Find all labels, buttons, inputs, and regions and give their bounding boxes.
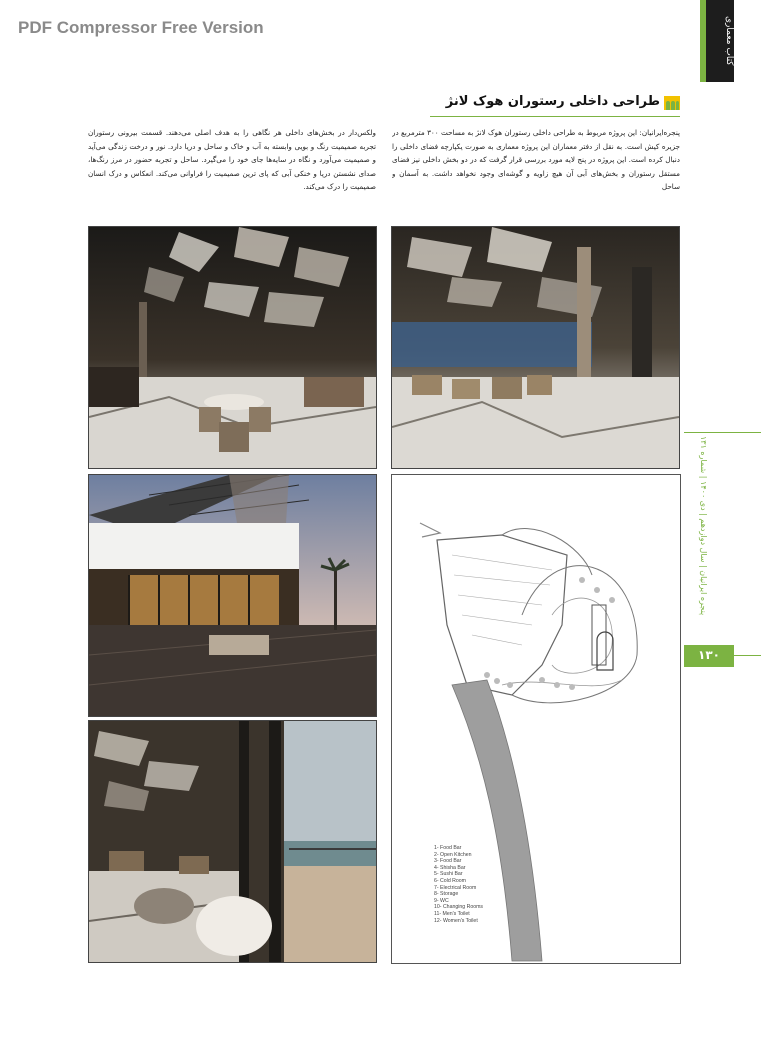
watermark-text: PDF Compressor Free Version [18,18,264,37]
plan-legend-item: 5- Sushi Bar [434,871,463,878]
page-number-badge [684,645,734,667]
journal-running-head: پنجره ایرانیان | سال دوازدهم | دی ۱۴۰۰ | شماره ۱۳۱ [699,436,708,616]
plan-legend-item: 4- Shisha Bar [434,864,466,871]
side-divider-top [684,432,761,433]
plan-legend-item: 10- Changing Rooms [434,904,484,911]
floor-plan [391,474,681,964]
article-title-row [430,94,680,114]
section-tab-label: کتاب معماری [724,16,734,66]
plan-legend-item: 8- Storage [434,891,459,898]
article-column-left: ولکس‌دار در بخش‌های داخلی هر نگاهی را به هدف اصلی می‌دهند. قسمت بیرونی رستوران تجربه صمیمیت رنگ و بویی وابسته به آب و خاک و ساحل و دریا دارد. نور و درخت زندگی می‌آید و صمیمیت می‌آورد و نگاه در سایه‌ها جای خود را می‌گیرد. ساحل و تجربه حضور در مرز رنگ‌ها، صدای نشستن دریا و خنکی آبی که پای ترین صمیمیت را فراوانی می‌کند. انعکاس و درک انسان صمیمیت را درک می‌کند. [88,128,376,191]
photo-terrace-sea-view [88,720,377,963]
plan-legend-item: 3- Food Bar [434,858,462,865]
plan-legend-item: 9- WC [434,897,449,904]
plan-legend [434,845,483,924]
plan-legend-item: 1- Food Bar [434,845,462,851]
plan-legend-item: 2- Open Kitchen [434,851,472,858]
plan-legend-item: 12- Women's Toilet [434,917,478,924]
plan-legend-item: 7- Electrical Room [434,884,477,891]
section-tab [700,0,734,82]
photo-exterior [88,474,377,717]
article-title: طراحی داخلی رستوران هوک لانژ [445,94,660,109]
title-divider [430,116,680,117]
arches-icon [664,96,680,110]
photo-interior-lounge [88,226,377,469]
photo-interior-dining [391,226,680,469]
article-column-right: پنجره‌ایرانیان: این پروژه مربوط به طراحی داخلی رستوران هوک لانژ به مساحت ۳۰۰ مترمربع در جزیره کیش است. به نقل از دفتر معماران این پروژه معماری به صورت یکپارچه فضای داخلی را دنبال کرده است. این پروژه در پنج لایه مورد بررسی قرار گرفت که در دو بخش داخلی نیز فضای مستقل رستوران و بخش‌های آبی آن هیچ زاویه و گوشه‌ای وجود نخواهد داشت. به آسمان و ساحل [392,128,680,191]
plan-legend-item: 6- Cold Room [434,877,467,884]
side-divider-bottom [734,655,761,656]
plan-legend-item: 11- Men's Toilet [434,910,470,917]
page-number: ۱۳۰ [698,648,720,662]
